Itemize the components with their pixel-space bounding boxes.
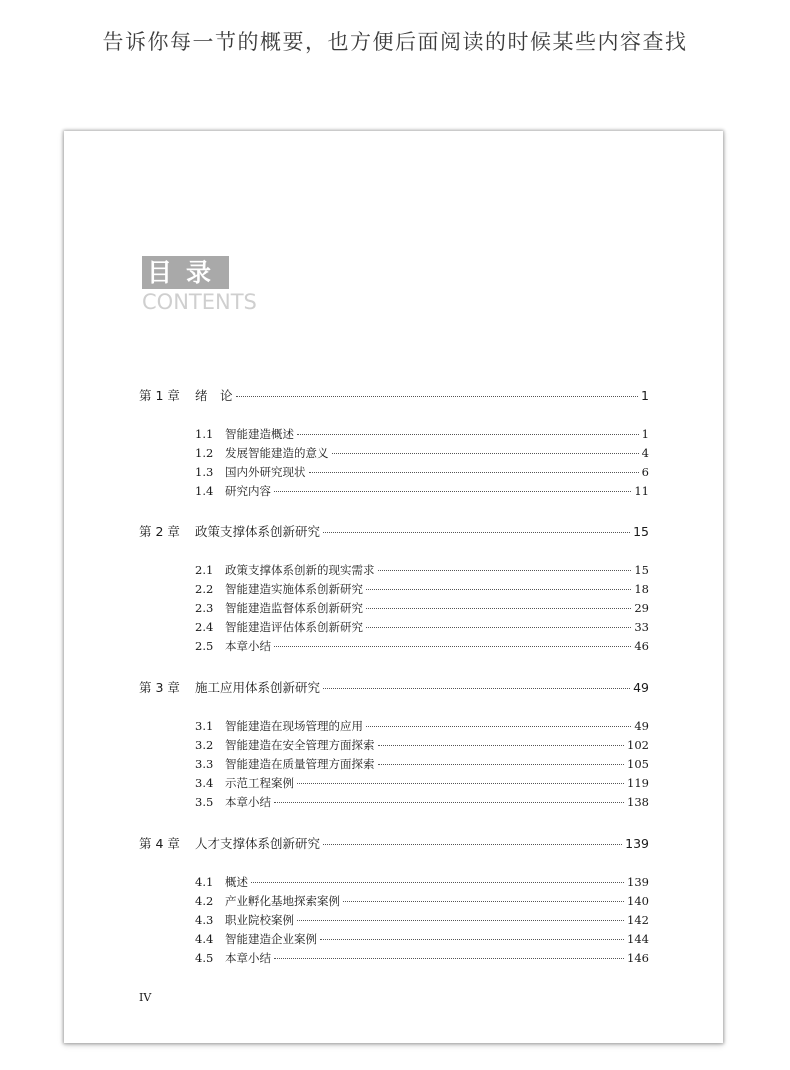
section-title: 智能建造企业案例 [225,932,317,946]
section-number: 1.2 [195,446,214,460]
section-page: 146 [627,951,649,965]
section-title: 智能建造在质量管理方面探索 [225,757,375,771]
toc-section-3-1[interactable] [195,718,649,734]
section-page: 139 [627,875,649,889]
toc-section-4-4[interactable] [195,931,649,947]
section-title: 智能建造在安全管理方面探索 [225,738,375,752]
chapter-title: 绪 论 [195,388,233,403]
toc-section-2-4[interactable] [195,619,649,635]
section-page: 29 [634,601,649,615]
section-number: 3.3 [195,757,214,771]
chapter-page: 139 [625,836,649,851]
section-number: 2.4 [195,620,214,634]
toc-heading-cn: 目录 [142,256,229,289]
section-title: 本章小结 [225,951,271,965]
section-title: 发展智能建造的意义 [225,446,329,460]
dot-leader [343,901,624,902]
toc-section-2-2[interactable] [195,581,649,597]
toc-section-2-1[interactable] [195,562,649,578]
section-number: 3.4 [195,776,214,790]
section-title: 职业院校案例 [225,913,294,927]
section-page: 1 [641,427,649,441]
section-page: 142 [627,913,649,927]
dot-leader [366,589,631,590]
section-title: 本章小结 [225,795,271,809]
dot-leader [323,844,622,845]
section-page: 140 [627,894,649,908]
dot-leader [378,745,625,746]
dot-leader [297,434,639,435]
section-page: 119 [627,776,649,790]
section-page: 6 [641,465,649,479]
toc-section-2-5[interactable] [195,638,649,654]
section-number: 1.1 [195,427,214,441]
section-title: 研究内容 [225,484,271,498]
section-number: 2.2 [195,582,214,596]
dot-leader [274,802,624,803]
dot-leader [378,764,625,765]
toc-section-1-2[interactable] [195,445,649,461]
dot-leader [236,396,639,397]
section-page: 4 [641,446,649,460]
section-number: 4.2 [195,894,214,908]
chapter-number: 第 4 章 [139,836,180,851]
section-number: 3.2 [195,738,214,752]
section-title: 本章小结 [225,639,271,653]
section-title: 产业孵化基地探索案例 [225,894,340,908]
dot-leader [274,491,631,492]
section-page: 49 [634,719,649,733]
book-page [64,131,723,1043]
section-page: 105 [627,757,649,771]
toc-section-3-2[interactable] [195,737,649,753]
toc-section-4-5[interactable] [195,950,649,966]
section-page: 33 [634,620,649,634]
toc-section-4-2[interactable] [195,893,649,909]
page-number: IV [139,991,152,1004]
dot-leader [366,608,631,609]
dot-leader [274,646,631,647]
dot-leader [332,453,639,454]
chapter-title: 政策支撑体系创新研究 [195,524,321,539]
toc-section-1-3[interactable] [195,464,649,480]
dot-leader [323,688,630,689]
dot-leader [378,570,632,571]
dot-leader [366,627,631,628]
dot-leader [323,532,630,533]
toc-chapter-3[interactable] [139,678,649,696]
chapter-title: 施工应用体系创新研究 [195,680,321,695]
section-page: 11 [634,484,649,498]
toc-chapter-4[interactable] [139,834,649,852]
toc-section-1-4[interactable] [195,483,649,499]
section-title: 智能建造在现场管理的应用 [225,719,363,733]
toc-section-3-3[interactable] [195,756,649,772]
section-title: 智能建造实施体系创新研究 [225,582,363,596]
toc-heading-en: CONTENTS [142,290,257,314]
section-title: 智能建造评估体系创新研究 [225,620,363,634]
banner-caption: 告诉你每一节的概要，也方便后面阅读的时候某些内容查找 [102,30,688,54]
dot-leader [297,920,624,921]
section-title: 概述 [225,875,248,889]
section-number: 2.1 [195,563,214,577]
toc-section-2-3[interactable] [195,600,649,616]
section-number: 3.5 [195,795,214,809]
section-title: 政策支撑体系创新的现实需求 [225,563,375,577]
toc-chapter-2[interactable] [139,522,649,540]
toc-section-1-1[interactable] [195,426,649,442]
dot-leader [366,726,631,727]
chapter-number: 第 1 章 [139,388,180,403]
section-page: 15 [634,563,649,577]
chapter-page: 49 [633,680,649,695]
toc-section-4-1[interactable] [195,874,649,890]
section-page: 138 [627,795,649,809]
section-number: 2.3 [195,601,214,615]
section-number: 4.5 [195,951,214,965]
toc-section-4-3[interactable] [195,912,649,928]
section-title: 智能建造监督体系创新研究 [225,601,363,615]
section-number: 4.3 [195,913,214,927]
chapter-title: 人才支撑体系创新研究 [195,836,321,851]
chapter-number: 第 3 章 [139,680,180,695]
section-page: 144 [627,932,649,946]
chapter-page: 1 [641,388,649,403]
dot-leader [251,882,624,883]
dot-leader [309,472,639,473]
dot-leader [320,939,624,940]
section-number: 2.5 [195,639,214,653]
section-number: 1.3 [195,465,214,479]
section-number: 1.4 [195,484,214,498]
dot-leader [297,783,624,784]
chapter-number: 第 2 章 [139,524,180,539]
section-number: 3.1 [195,719,214,733]
section-page: 102 [627,738,649,752]
section-page: 18 [634,582,649,596]
chapter-page: 15 [633,524,649,539]
section-title: 示范工程案例 [225,776,294,790]
toc-chapter-1[interactable] [139,386,649,404]
section-title: 智能建造概述 [225,427,294,441]
section-title: 国内外研究现状 [225,465,306,479]
section-number: 4.1 [195,875,214,889]
dot-leader [274,958,624,959]
section-number: 4.4 [195,932,214,946]
toc-section-3-5[interactable] [195,794,649,810]
toc-section-3-4[interactable] [195,775,649,791]
section-page: 46 [634,639,649,653]
